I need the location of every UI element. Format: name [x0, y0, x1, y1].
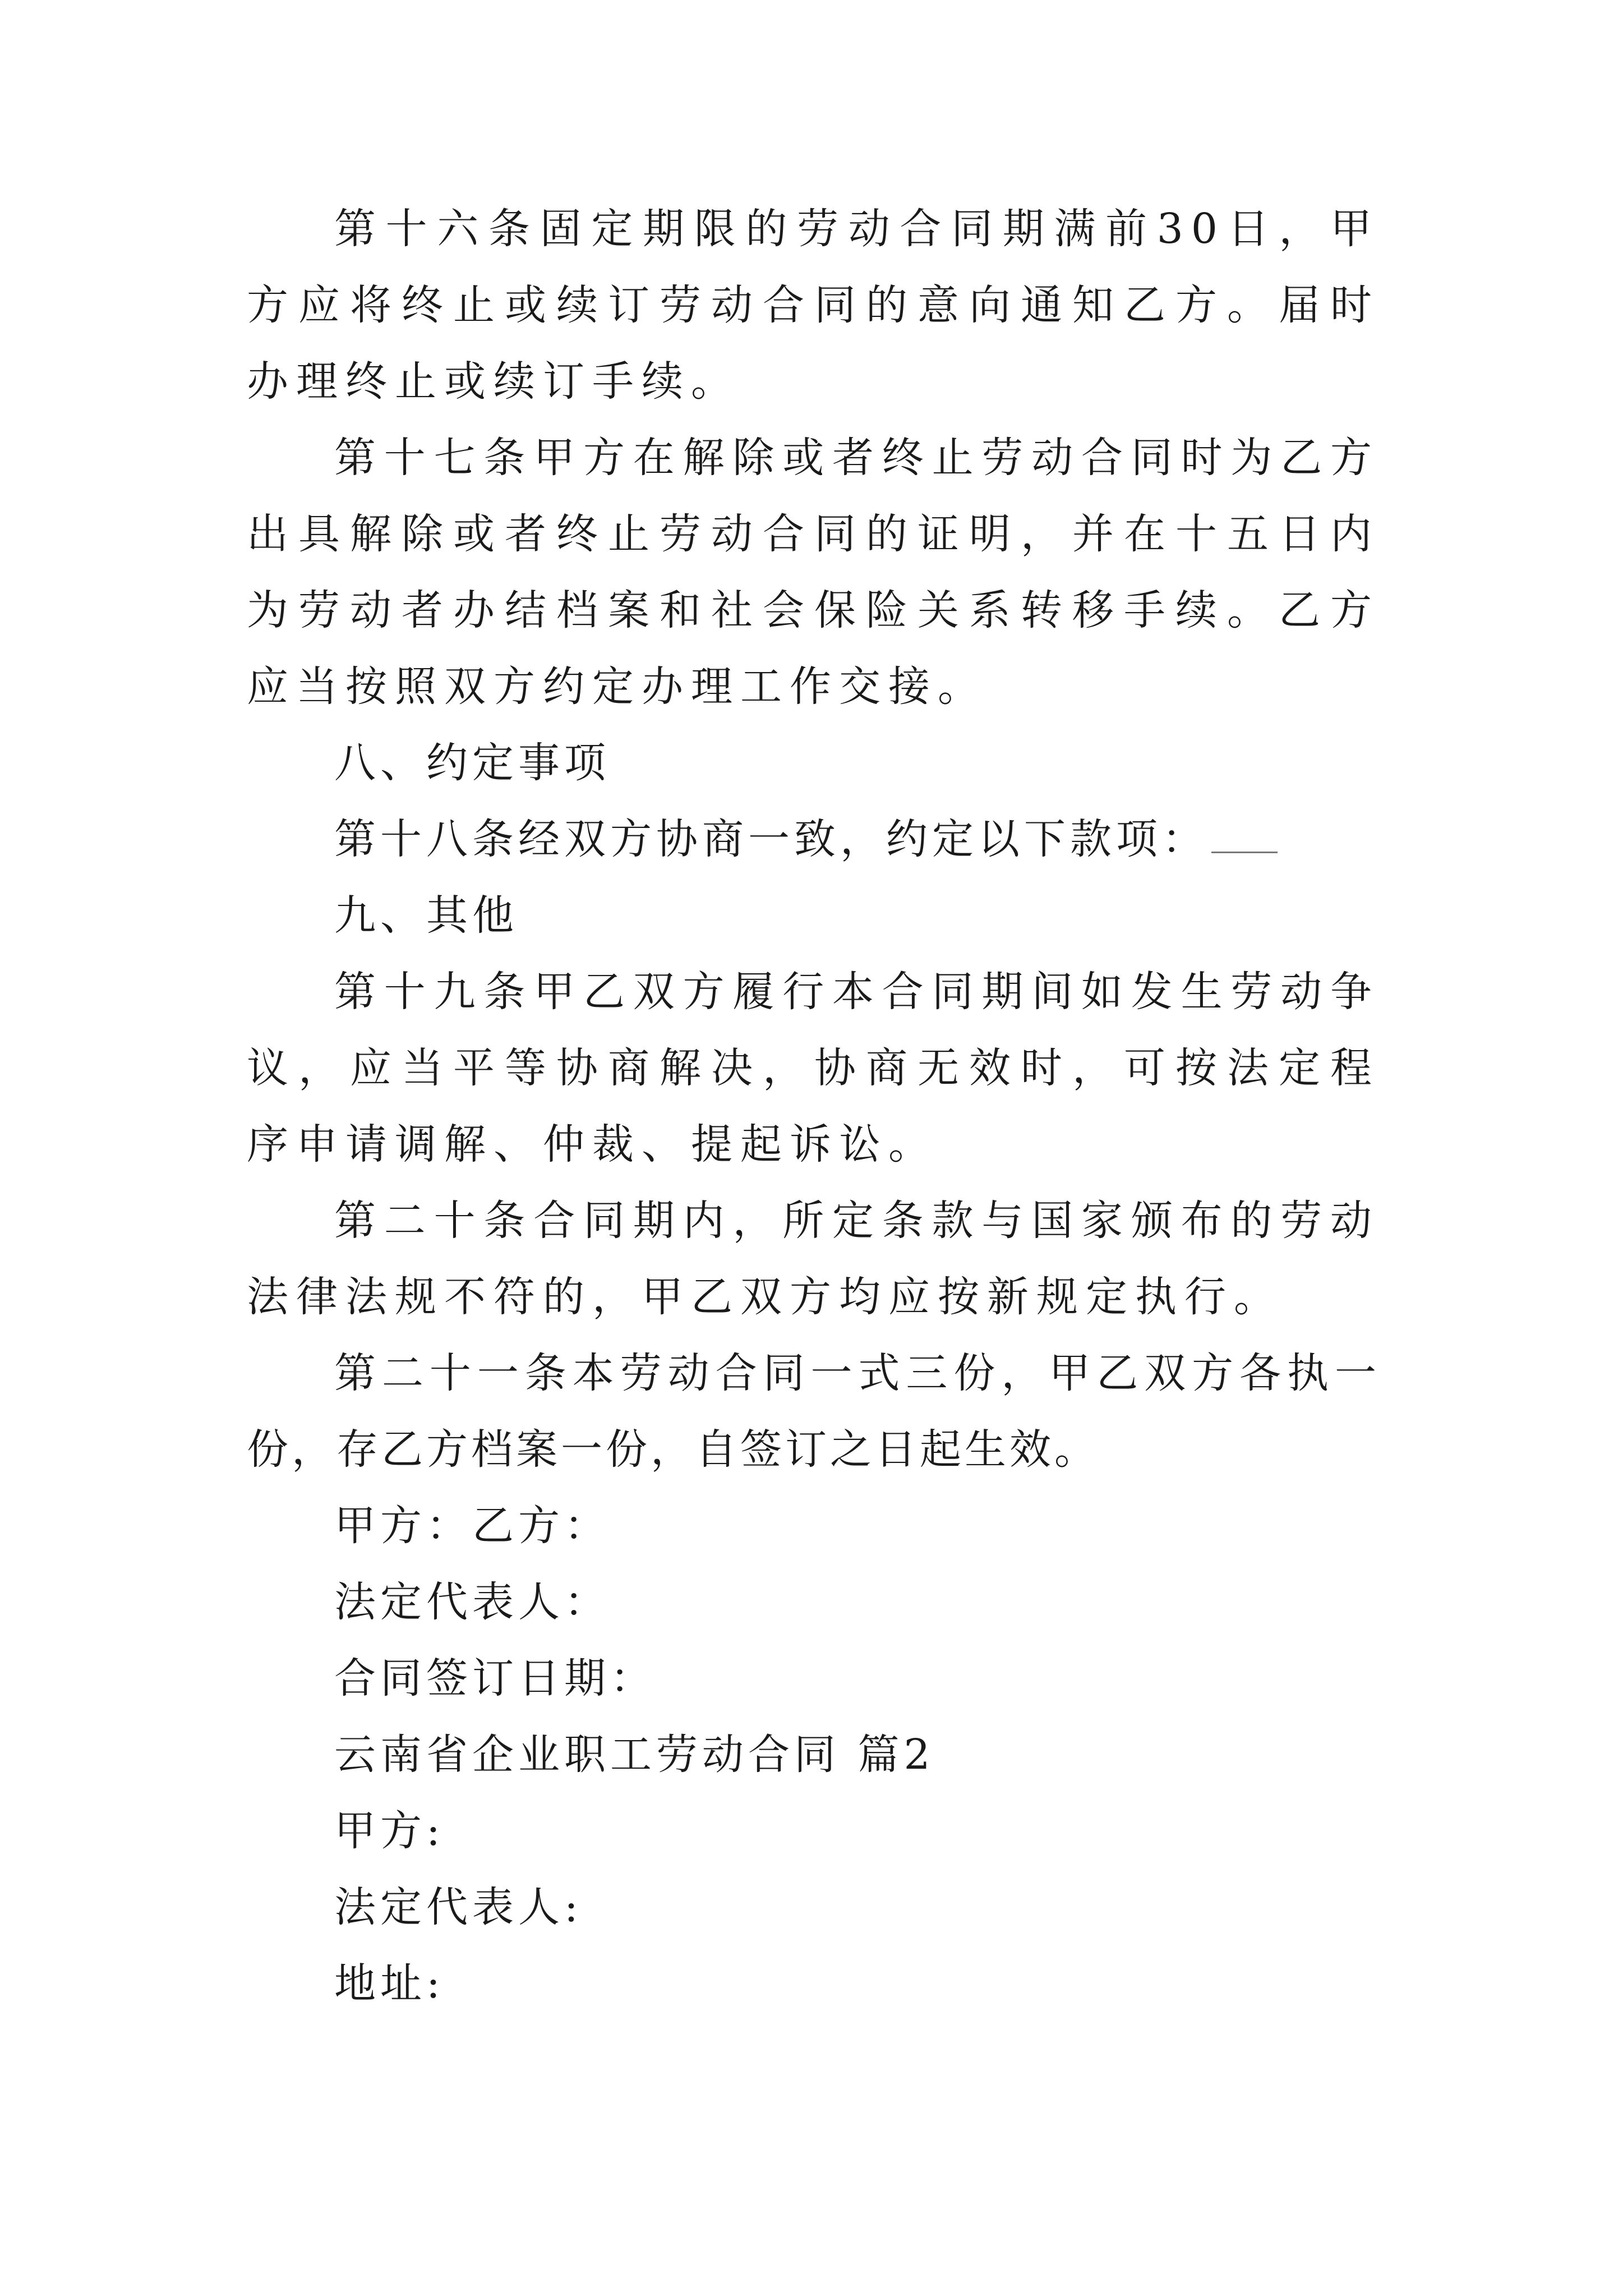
article-16: 第十六条固定期限的劳动合同期满前30日，甲方应将终止或续订劳动合同的意向通知乙方。届时办理终止或续订手续。 — [247, 205, 1380, 406]
article-19: 第十九条甲乙双方履行本合同期间如发生劳动争议，应当平等协商解决，协商无效时，可按法定程序申请调解、仲裁、提起诉讼。 — [247, 968, 1380, 1168]
address-line: 地址: — [334, 1959, 445, 2008]
legal-representative-line-2: 法定代表人: — [334, 1883, 583, 1931]
fill-in-blank — [1211, 815, 1278, 853]
section-8-heading: 八、约定事项 — [334, 739, 610, 787]
party-a-line: 甲方: — [334, 1807, 445, 1855]
signing-date-line: 合同签订日期： — [334, 1654, 656, 1703]
article-21: 第二十一条本劳动合同一式三份，甲乙双方各执一份，存乙方档案一份，自签订之日起生效。 — [247, 1349, 1380, 1474]
article-20: 第二十条合同期内，所定条款与国家颁布的劳动法律法规不符的，甲乙双方均应按新规定执行。 — [247, 1197, 1380, 1321]
article-17: 第十七条甲方在解除或者终止劳动合同时为乙方出具解除或者终止劳动合同的证明，并在十五日内为劳动者办结档案和社会保险关系转移手续。乙方应当按照双方约定办理工作交接。 — [247, 434, 1380, 711]
legal-representative-line: 法定代表人： — [334, 1578, 610, 1626]
section-9-heading: 九、其他 — [334, 891, 518, 940]
next-contract-title: 云南省企业职工劳动合同 篇2 — [334, 1731, 935, 1779]
article-18-text: 第十八条经双方协商一致，约定以下款项： — [334, 815, 1208, 863]
party-signature-line: 甲方：乙方： — [334, 1502, 610, 1550]
article-18 — [247, 801, 1380, 877]
contract-body — [247, 191, 1380, 2022]
